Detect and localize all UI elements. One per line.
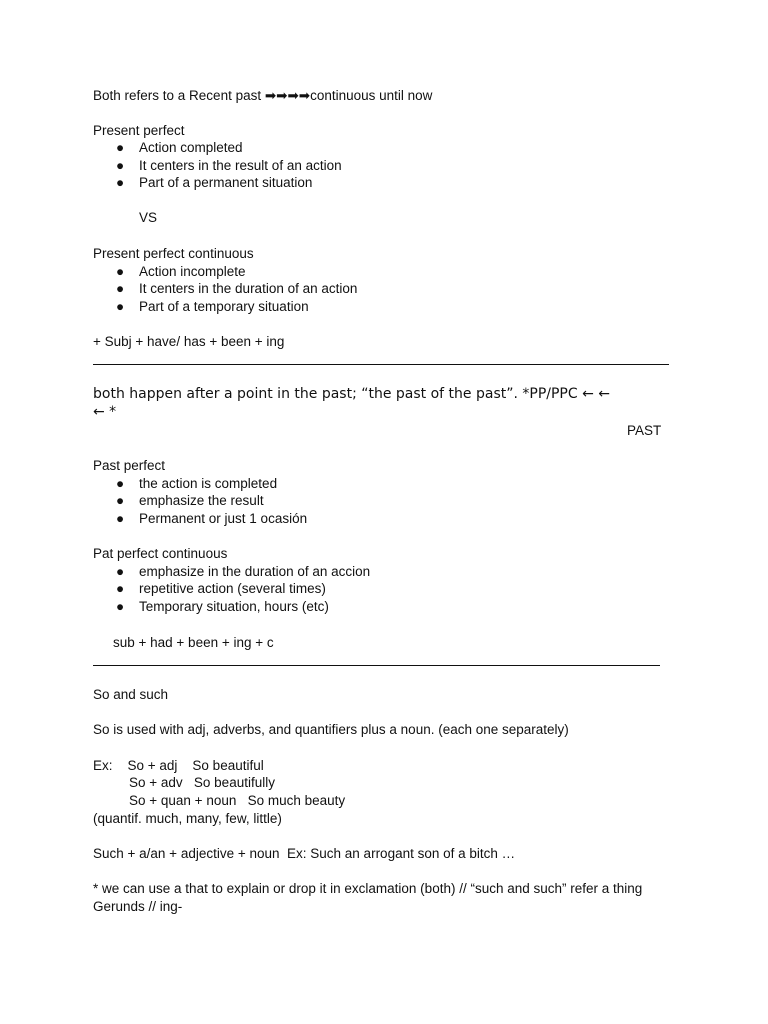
bullet-icon: ● — [116, 564, 125, 579]
intro-recent-past: Both refers to a Recent past ➡➡➡➡continuous until now — [93, 88, 433, 103]
heading-past-perfect-continuous: Pat perfect continuous — [93, 546, 228, 561]
list-item-text: Temporary situation, hours (etc) — [139, 599, 329, 614]
divider — [93, 665, 660, 666]
list-item-text: Part of a temporary situation — [139, 299, 309, 314]
list-item-text: Action completed — [139, 140, 243, 155]
vs-label: VS — [139, 210, 158, 225]
bullet-icon: ● — [116, 476, 125, 491]
list-item-text: Permanent or just 1 ocasión — [139, 511, 308, 526]
list-item — [116, 263, 246, 280]
list-item-text: It centers in the result of an action — [139, 158, 342, 173]
bullet-icon: ● — [116, 158, 125, 173]
list-item — [116, 475, 277, 492]
list-item-text: emphasize the result — [139, 493, 264, 508]
list-item — [116, 510, 307, 527]
formula-present-perfect: + Subj + have/ has + been + ing — [93, 334, 285, 349]
formula-past-perfect: sub + had + been + ing + c — [113, 635, 274, 650]
list-item-text: emphasize in the duration of an accion — [139, 564, 371, 579]
example-line: So + quan + noun So much beauty — [129, 793, 346, 808]
heading-so-and-such: So and such — [93, 687, 169, 702]
list-item — [116, 563, 370, 580]
heading-past-perfect: Past perfect — [93, 458, 166, 473]
divider — [93, 364, 669, 365]
intro-arrows: ← * — [93, 404, 117, 420]
list-item — [116, 157, 342, 174]
bullet-icon: ● — [116, 493, 125, 508]
list-item — [116, 598, 329, 615]
heading-present-perfect-continuous: Present perfect continuous — [93, 246, 254, 261]
list-item-text: Part of a permanent situation — [139, 175, 313, 190]
so-usage-text: So is used with adj, adverbs, and quantifiers plus a noun. (each one separately) — [93, 722, 569, 737]
list-item — [116, 492, 264, 509]
list-item-text: repetitive action (several times) — [139, 581, 326, 596]
bullet-icon: ● — [116, 511, 125, 526]
footnote: * we can use a that to explain or drop it in exclamation (both) // “such and such” refer a thing — [93, 881, 643, 896]
list-item — [116, 139, 243, 156]
example-line: So + adv So beautifully — [129, 775, 275, 790]
quantifiers-note: (quantif. much, many, few, little) — [93, 811, 282, 826]
bullet-icon: ● — [116, 299, 125, 314]
such-usage-text: Such + a/an + adjective + noun Ex: Such an arrogant son of a bitch … — [93, 846, 516, 861]
bullet-icon: ● — [116, 599, 125, 614]
bullet-icon: ● — [116, 175, 125, 190]
list-item — [116, 280, 357, 297]
past-label: PAST — [627, 423, 662, 438]
bullet-icon: ● — [116, 581, 125, 596]
bullet-icon: ● — [116, 140, 125, 155]
list-item — [116, 580, 326, 597]
list-item-text: Action incomplete — [139, 264, 246, 279]
bullet-icon: ● — [116, 264, 125, 279]
gerunds-line: Gerunds // ing- — [93, 899, 183, 914]
list-item — [116, 298, 309, 315]
example-line: Ex: So + adj So beautiful — [93, 758, 264, 773]
intro-past-of-past: both happen after a point in the past; “the past of the past”. *PP/PPC ← ← — [93, 386, 611, 402]
list-item-text: the action is completed — [139, 476, 278, 491]
bullet-icon: ● — [116, 281, 125, 296]
list-item-text: It centers in the duration of an action — [139, 281, 358, 296]
heading-present-perfect: Present perfect — [93, 123, 185, 138]
list-item — [116, 174, 312, 191]
